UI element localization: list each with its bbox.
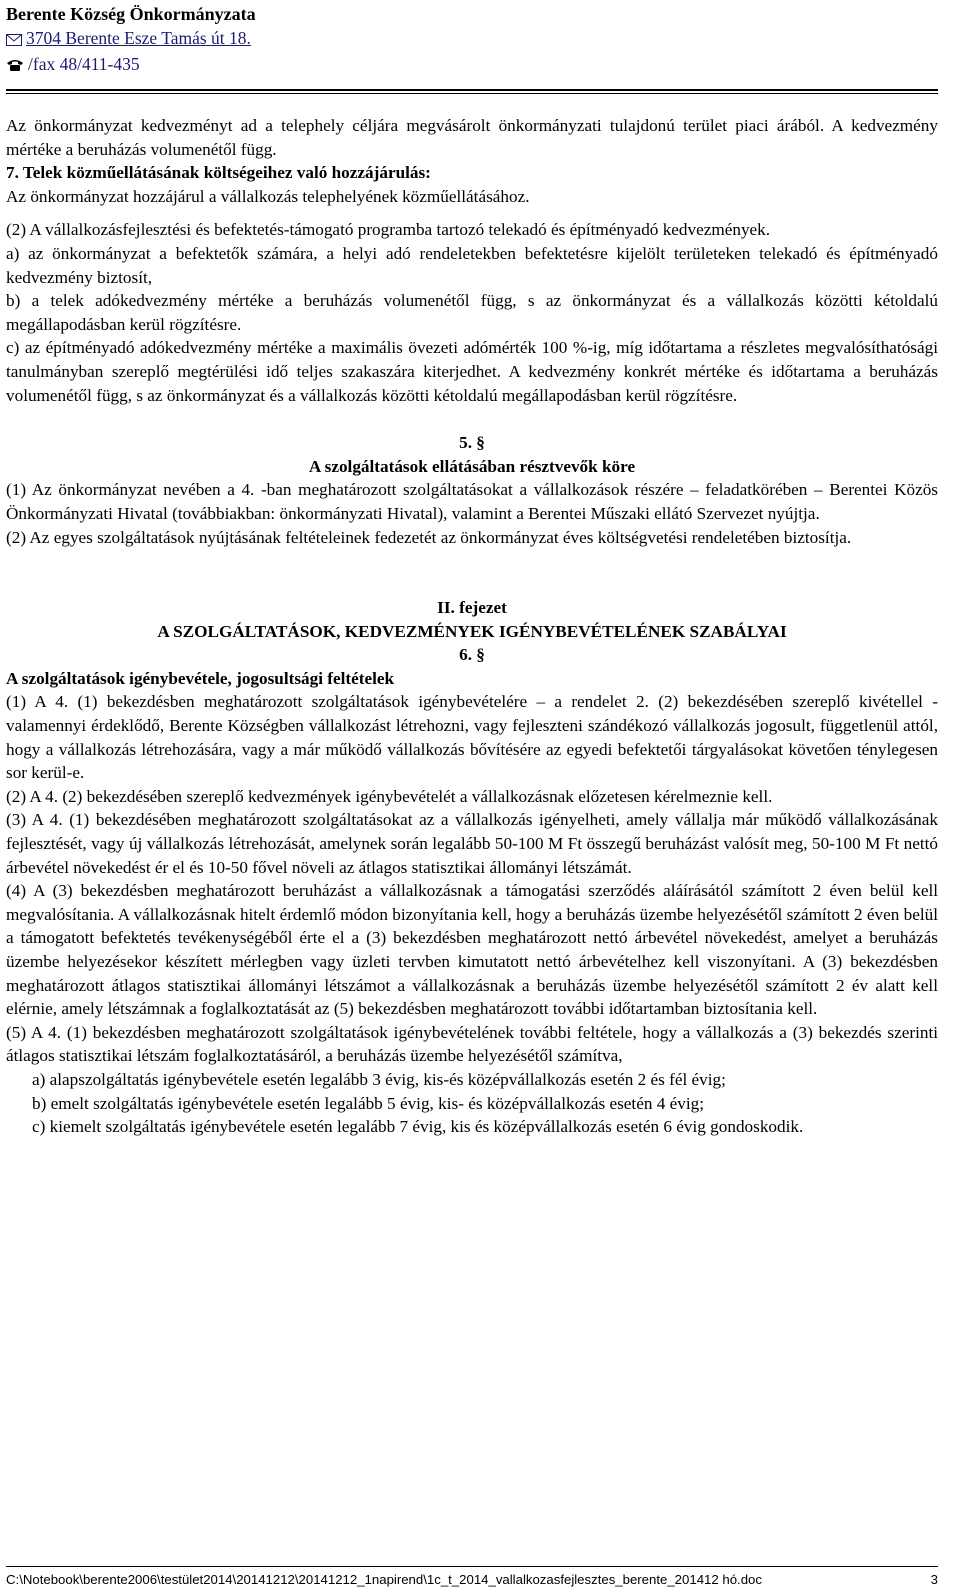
fax-line	[6, 52, 938, 78]
section-sign-icon: §	[476, 433, 485, 453]
paragraph: (2) Az egyes szolgáltatások nyújtásának feltételeinek fedezetét az önkormányzat éves költségvetési rendeletében biztosítja.	[6, 527, 852, 547]
fax-text: /fax 48/411-435	[28, 54, 140, 74]
header-rule-thin	[6, 93, 938, 94]
paragraph: (2) A vállalkozásfejlesztési és befektetés-támogató programba tartozó telekadó és építményadó kedvezmények.	[6, 220, 771, 240]
paragraph: (1) A 4. (1) bekezdésben meghatározott szolgáltatások igénybevételére – a rendelet 2. (2) bekezdésében szereplő kivétellel - valamennyi érdeklődő, Berente Községben vállalkozást létrehozni, vagy fejleszteni szándékozó vállalkozás jogosult, függetlenül attól, hogy a vállalkozás létrehozására, vagy a már működő vállalkozás bővítésére az egyedi befektetői tárgyalásokat követően ténylegesen sor kerül-e.	[6, 692, 938, 783]
paragraph: (3) A 4. (1) bekezdésében meghatározott szolgáltatásokat az a vállalkozás igényelheti, amely vállalja már működő vállalkozásának fejlesztését, vagy új vállalkozás létrehozását, amelynek során legalább 50-100 M Ft összegű beruházást valósít meg, 50-100 M Ft nettó árbevétel növekedést ér el és 10-50 fővel növeli az átlagos statisztikai állományi létszámát.	[6, 810, 938, 877]
paragraph: Az önkormányzat kedvezményt ad a telephely céljára megvásárolt önkormányzati tulajdonú terület piaci árából. A kedvezmény mértéke a beruházás volumenétől függ.	[6, 116, 938, 159]
phone-icon	[6, 54, 24, 78]
section-number: 5. §	[459, 433, 485, 453]
header-rule-thick	[6, 89, 938, 91]
chapter-title: A SZOLGÁLTATÁSOK, KEDVEZMÉNYEK IGÉNYBEVÉTELÉNEK SZABÁLYAI	[157, 621, 787, 641]
paragraph: Az önkormányzat hozzájárul a vállalkozás telephelyének közműellátásához.	[6, 186, 530, 206]
paragraph: (1) Az önkormányzat nevében a 4. -ban meghatározott szolgáltatásokat a vállalkozások részére – feladatkörében – Berentei Közös Önkormányzati Hivatal (továbbiakban: önkormányzati Hivatal), valamint a Berentei Műszaki ellátó Szervezet nyújtja.	[6, 480, 938, 523]
list-item: a) alapszolgáltatás igénybevétele esetén legalább 3 évig, kis-és középvállalkozás esetén 2 és fél évig;	[32, 1069, 726, 1089]
paragraph-heading: 7. Telek közműellátásának költségeihez való hozzájárulás:	[6, 163, 431, 183]
section-title: A szolgáltatások ellátásában résztvevők köre	[308, 456, 636, 476]
document-body	[6, 114, 938, 1139]
organization-name: Berente Község Önkormányzata	[6, 4, 256, 24]
letterhead	[6, 0, 938, 94]
paragraph: (4) A (3) bekezdésben meghatározott beruházást a vállalkozásnak a támogatási szerződés aláírásától számított 2 éven belül kell megvalósítania. A vállalkozásnak hitelt érdemlő módon bizonyítania kell, hogy a beruházás üzembe helyezésétől számított 2 éven belül a támogatott befektetés tevékenységéből érte el a (3) bekezdésben meghatározott nettó árbevétel növekedést, amelyet a beruházás üzembe helyezésekor készített mérlegben vagy üzleti tervben kimutatott nettó árbevételhez kell viszonyítani. A (3) bekezdésben meghatározott átlagos statisztikai állományi létszámot a vállalkozásnak a beruházás üzembe helyezésétől számított 2 év alatt kell elérnie, amely létszámnak a foglalkoztatását az (5) bekezdésben meghatározott további időtartamban biztosítania kell.	[6, 881, 938, 1019]
document-page	[6, 0, 938, 1139]
section-title: A szolgáltatások igénybevétele, jogosultsági feltételek	[6, 668, 395, 688]
list-item: b) emelt szolgáltatás igénybevétele esetén legalább 5 évig, kis- és középvállalkozás esetén 4 évig;	[32, 1093, 704, 1113]
address-text: 3704 Berente Esze Tamás út 18.	[26, 28, 251, 48]
list-item: c) kiemelt szolgáltatás igénybevétele esetén legalább 7 évig, kis és középvállalkozás esetén 6 évig gondoskodik.	[32, 1117, 804, 1137]
address-line	[6, 26, 938, 52]
paragraph: (5) A 4. (1) bekezdésben meghatározott szolgáltatások igénybevételének további feltétele, hogy a vállalkozás a (3) bekezdés szerinti átlagos statisztikai létszám foglalkoztatásáról, a beruházás üzembe helyezésétől számítva,	[6, 1022, 938, 1066]
file-path: C:\Notebook\berente2006\testület2014\20141212\20141212_1napirend\1c_t_2014_vallalkozasfejlesztes_berente_201412 hó.doc	[6, 1572, 762, 1587]
paragraph: (2) A 4. (2) bekezdésében szereplő kedvezmények igénybevételét a vállalkozásnak előzetesen kérelmeznie kell.	[6, 786, 773, 806]
chapter-number: II. fejezet	[437, 598, 507, 618]
envelope-icon	[6, 28, 22, 52]
paragraph: b) a telek adókedvezmény mértéke a beruházás volumenétől függ, s az önkormányzat és a vállalkozás közötti kétoldalú megállapodásban kerül rögzítésre.	[6, 291, 938, 334]
page-footer	[6, 1566, 938, 1587]
section-sign-icon: §	[476, 645, 485, 665]
page-number: 3	[930, 1572, 938, 1587]
paragraph: a) az önkormányzat a befektetők számára, a helyi adó rendeletekben befektetésre kijelölt területeken telekadó és építményadó kedvezmény biztosít,	[6, 243, 938, 287]
paragraph: c) az építményadó adókedvezmény mértéke a maximális övezeti adómérték 100 %-ig, míg időtartama a részletes megvalósíthatósági tanulmányban szereplő megtérülési idő teljes szakaszára kiterjedhet. A kedvezmény konkrét mértéke és időtartama a beruházás volumenétől függ, s az önkormányzat és a vállalkozás közötti kétoldalú megállapodásban kerül rögzítésre.	[6, 338, 938, 405]
section-number: 6. §	[459, 645, 485, 665]
